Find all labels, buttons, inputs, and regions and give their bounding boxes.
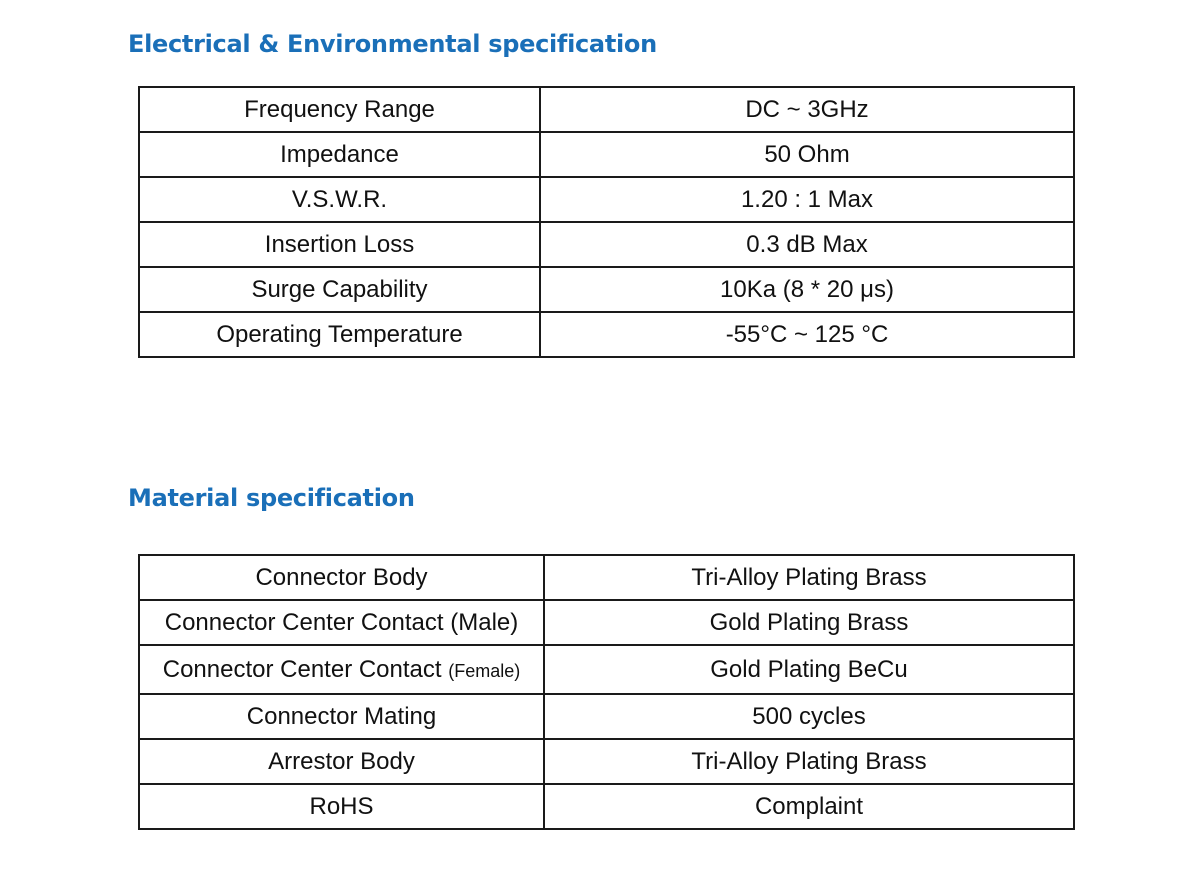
electrical-section-title: Electrical & Environmental specification [128,30,657,58]
spec-value: 1.20 : 1 Max [540,177,1074,222]
spec-value: 500 cycles [544,694,1074,739]
spec-label-main: Connector Center Contact [162,655,449,683]
spec-label: Connector Body [139,555,544,600]
spec-value: Gold Plating Brass [544,600,1074,645]
table-row [139,87,1074,132]
table-row [139,312,1074,357]
spec-value: 50 Ohm [540,132,1074,177]
spec-label: Connector Mating [139,694,544,739]
table-row [139,739,1074,784]
spec-label: Operating Temperature [139,312,540,357]
table-row [139,784,1074,829]
table-row [139,132,1074,177]
spec-label [139,645,544,694]
spec-label: Frequency Range [139,87,540,132]
spec-label [139,600,544,645]
electrical-spec-table [138,86,1075,358]
spec-label: Arrestor Body [139,739,544,784]
spec-value: Complaint [544,784,1074,829]
material-section-title: Material specification [128,484,415,512]
table-row [139,600,1074,645]
spec-label: V.S.W.R. [139,177,540,222]
spec-value: Gold Plating BeCu [544,645,1074,694]
table-row [139,555,1074,600]
spec-value: Tri-Alloy Plating Brass [544,739,1074,784]
spec-label-main: Connector Center Contact [164,608,451,636]
spec-label: Surge Capability [139,267,540,312]
table-row [139,645,1074,694]
material-spec-table [138,554,1075,830]
table-row [139,267,1074,312]
spec-value: -55°C ~ 125 °C [540,312,1074,357]
table-row [139,222,1074,267]
spec-label: RoHS [139,784,544,829]
spec-value: DC ~ 3GHz [540,87,1074,132]
spec-value: 0.3 dB Max [540,222,1074,267]
spec-value: 10Ka (8 * 20 μs) [540,267,1074,312]
spec-label: Impedance [139,132,540,177]
spec-label: Insertion Loss [139,222,540,267]
table-row [139,177,1074,222]
table-row [139,694,1074,739]
spec-value: Tri-Alloy Plating Brass [544,555,1074,600]
spec-label-sub: (Male) [450,608,519,636]
spec-label-sub: (Female) [448,660,521,681]
